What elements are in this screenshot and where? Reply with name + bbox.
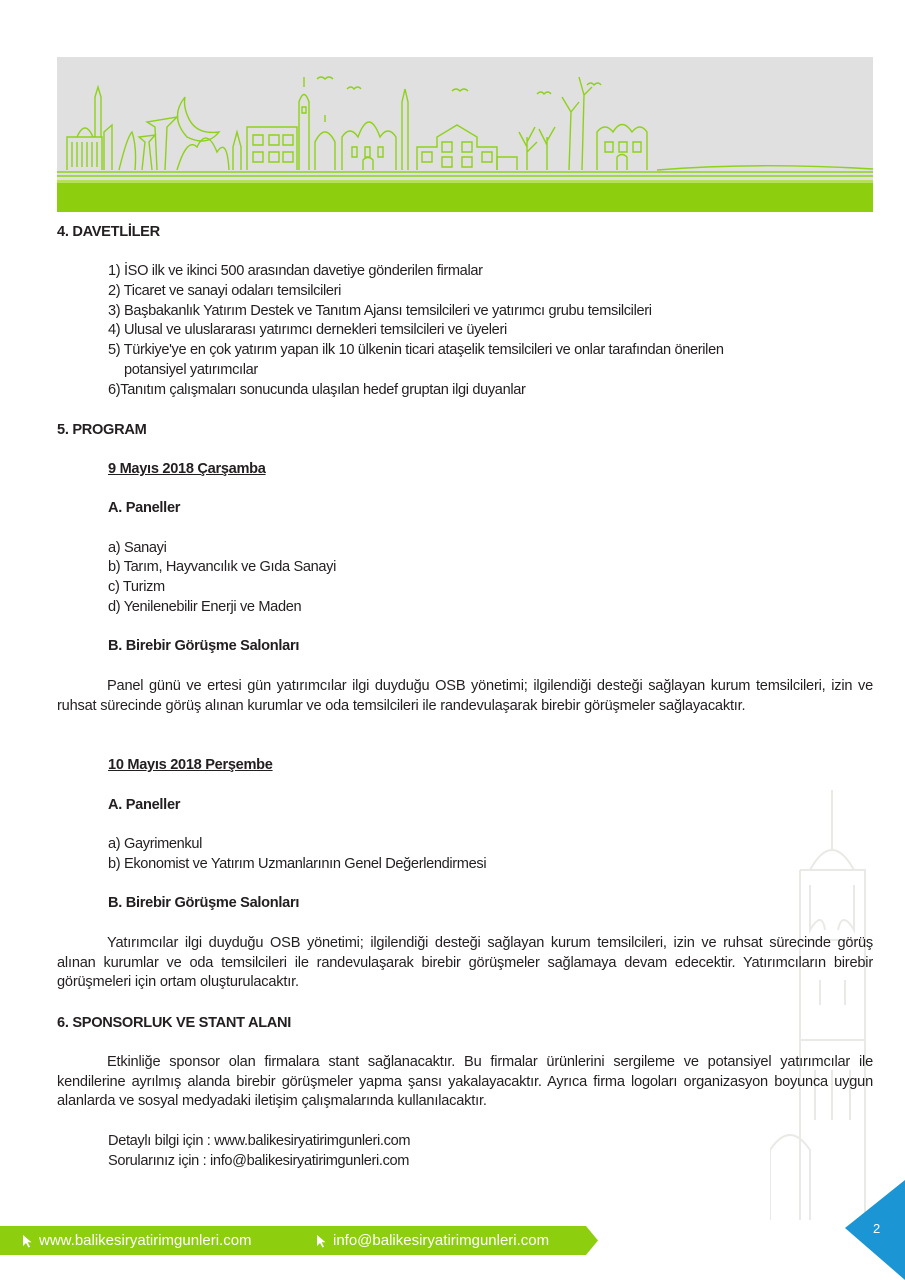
panels-heading: A. Paneller — [108, 500, 181, 516]
panels-heading: A. Paneller — [108, 797, 181, 813]
page-number: 2 — [873, 1221, 881, 1236]
panel-item: b) Ekonomist ve Yatırım Uzmanlarının Genel Değerlendirmesi — [108, 856, 487, 872]
header-banner — [57, 57, 873, 212]
sponsorship-paragraph — [57, 1053, 873, 1112]
panel-item: a) Sanayi — [108, 540, 167, 556]
invitee-item-continuation: potansiyel yatırımcılar — [124, 362, 258, 378]
meetings-heading: B. Birebir Görüşme Salonları — [108, 895, 300, 911]
info-line: Detaylı bilgi için : www.balikesiryatirimgunleri.com — [108, 1133, 411, 1149]
questions-line: Sorularınız için : info@balikesiryatirimgunleri.com — [108, 1153, 410, 1169]
panel-item: b) Tarım, Hayvancılık ve Gıda Sanayi — [108, 559, 337, 575]
program-day-date: 9 Mayıs 2018 Çarşamba — [108, 461, 266, 477]
cursor-arrow-icon — [316, 1234, 328, 1248]
section-heading-sponsorship: 6. SPONSORLUK VE STANT ALANI — [57, 1015, 292, 1031]
section-heading-invitees: 4. DAVETLİLER — [57, 224, 160, 240]
invitee-item: 5) Türkiye'ye en çok yatırım yapan ilk 10 ülkenin ticari ataşelik temsilcileri ve onlar tarafından önerilen — [108, 342, 724, 358]
meetings-heading: B. Birebir Görüşme Salonları — [108, 638, 300, 654]
cursor-arrow-icon — [22, 1234, 34, 1248]
panel-item: d) Yenilenebilir Enerji ve Maden — [108, 599, 302, 615]
invitee-item: 3) Başbakanlık Yatırım Destek ve Tanıtım Ajansı temsilcileri ve yatırımcı grubu temsilcileri — [108, 303, 652, 319]
footer-website-text[interactable]: www.balikesiryatirimgunleri.com — [39, 1232, 252, 1249]
footer-website-link[interactable] — [22, 1231, 252, 1251]
meetings-paragraph — [57, 934, 873, 993]
footer-email-text[interactable]: info@balikesiryatirimgunleri.com — [333, 1232, 550, 1249]
program-day-date: 10 Mayıs 2018 Perşembe — [108, 757, 273, 773]
invitee-item: 4) Ulusal ve uluslararası yatırımcı dernekleri temsilcileri ve üyeleri — [108, 322, 507, 338]
invitee-item: 2) Ticaret ve sanayi odaları temsilcileri — [108, 283, 342, 299]
clock-tower-watermark — [770, 790, 905, 1220]
meetings-text: Panel günü ve ertesi gün yatırımcılar ilgi duyduğu OSB yönetimi; ilgilendiği desteği sağlayan kurum temsilcileri, izin ve ruhsat sürecinde görüş alınan kurumlar ve oda temsilcileri ile randevulaşarak birebir görüşmeler sağlayacaktır. — [57, 678, 873, 714]
sponsorship-text: Etkinliğe sponsor olan firmalara stant sağlanacaktır. Bu firmalar ürünlerini sergileme ve potansiyel yatırımcılar ile kendilerine ayrılmış alanda birebir görüşmeler yapma şansı yakalayacaktır. Ayrıca firma logoları organizasyon boyunca uygun alanlarda ve sosyal medyadaki iletişim çalışmalarında kullanılacaktır. — [57, 1054, 873, 1110]
panel-item: c) Turizm — [108, 579, 165, 595]
section-heading-program: 5. PROGRAM — [57, 422, 147, 438]
banner-green-band — [57, 183, 873, 212]
invitee-item: 1) İSO ilk ve ikinci 500 arasından davetiye gönderilen firmalar — [108, 263, 483, 279]
meetings-text: Yatırımcılar ilgi duyduğu OSB yönetimi; ilgilendiği desteği sağlayan kurum temsilcileri, izin ve ruhsat sürecinde görüş alınan kurumlar ve oda temsilcileri ile randevulaşarak birebir görüşmeler sağlamaya devam edecektir. Yatırımcıların birebir görüşmeleri için ortam oluşturulacaktır. — [57, 935, 873, 991]
invitee-item: 6)Tanıtım çalışmaları sonucunda ulaşılan hedef gruptan ilgi duyanlar — [108, 382, 526, 398]
meetings-paragraph — [57, 677, 873, 716]
panel-item: a) Gayrimenkul — [108, 836, 203, 852]
footer-email-link[interactable] — [316, 1231, 549, 1251]
